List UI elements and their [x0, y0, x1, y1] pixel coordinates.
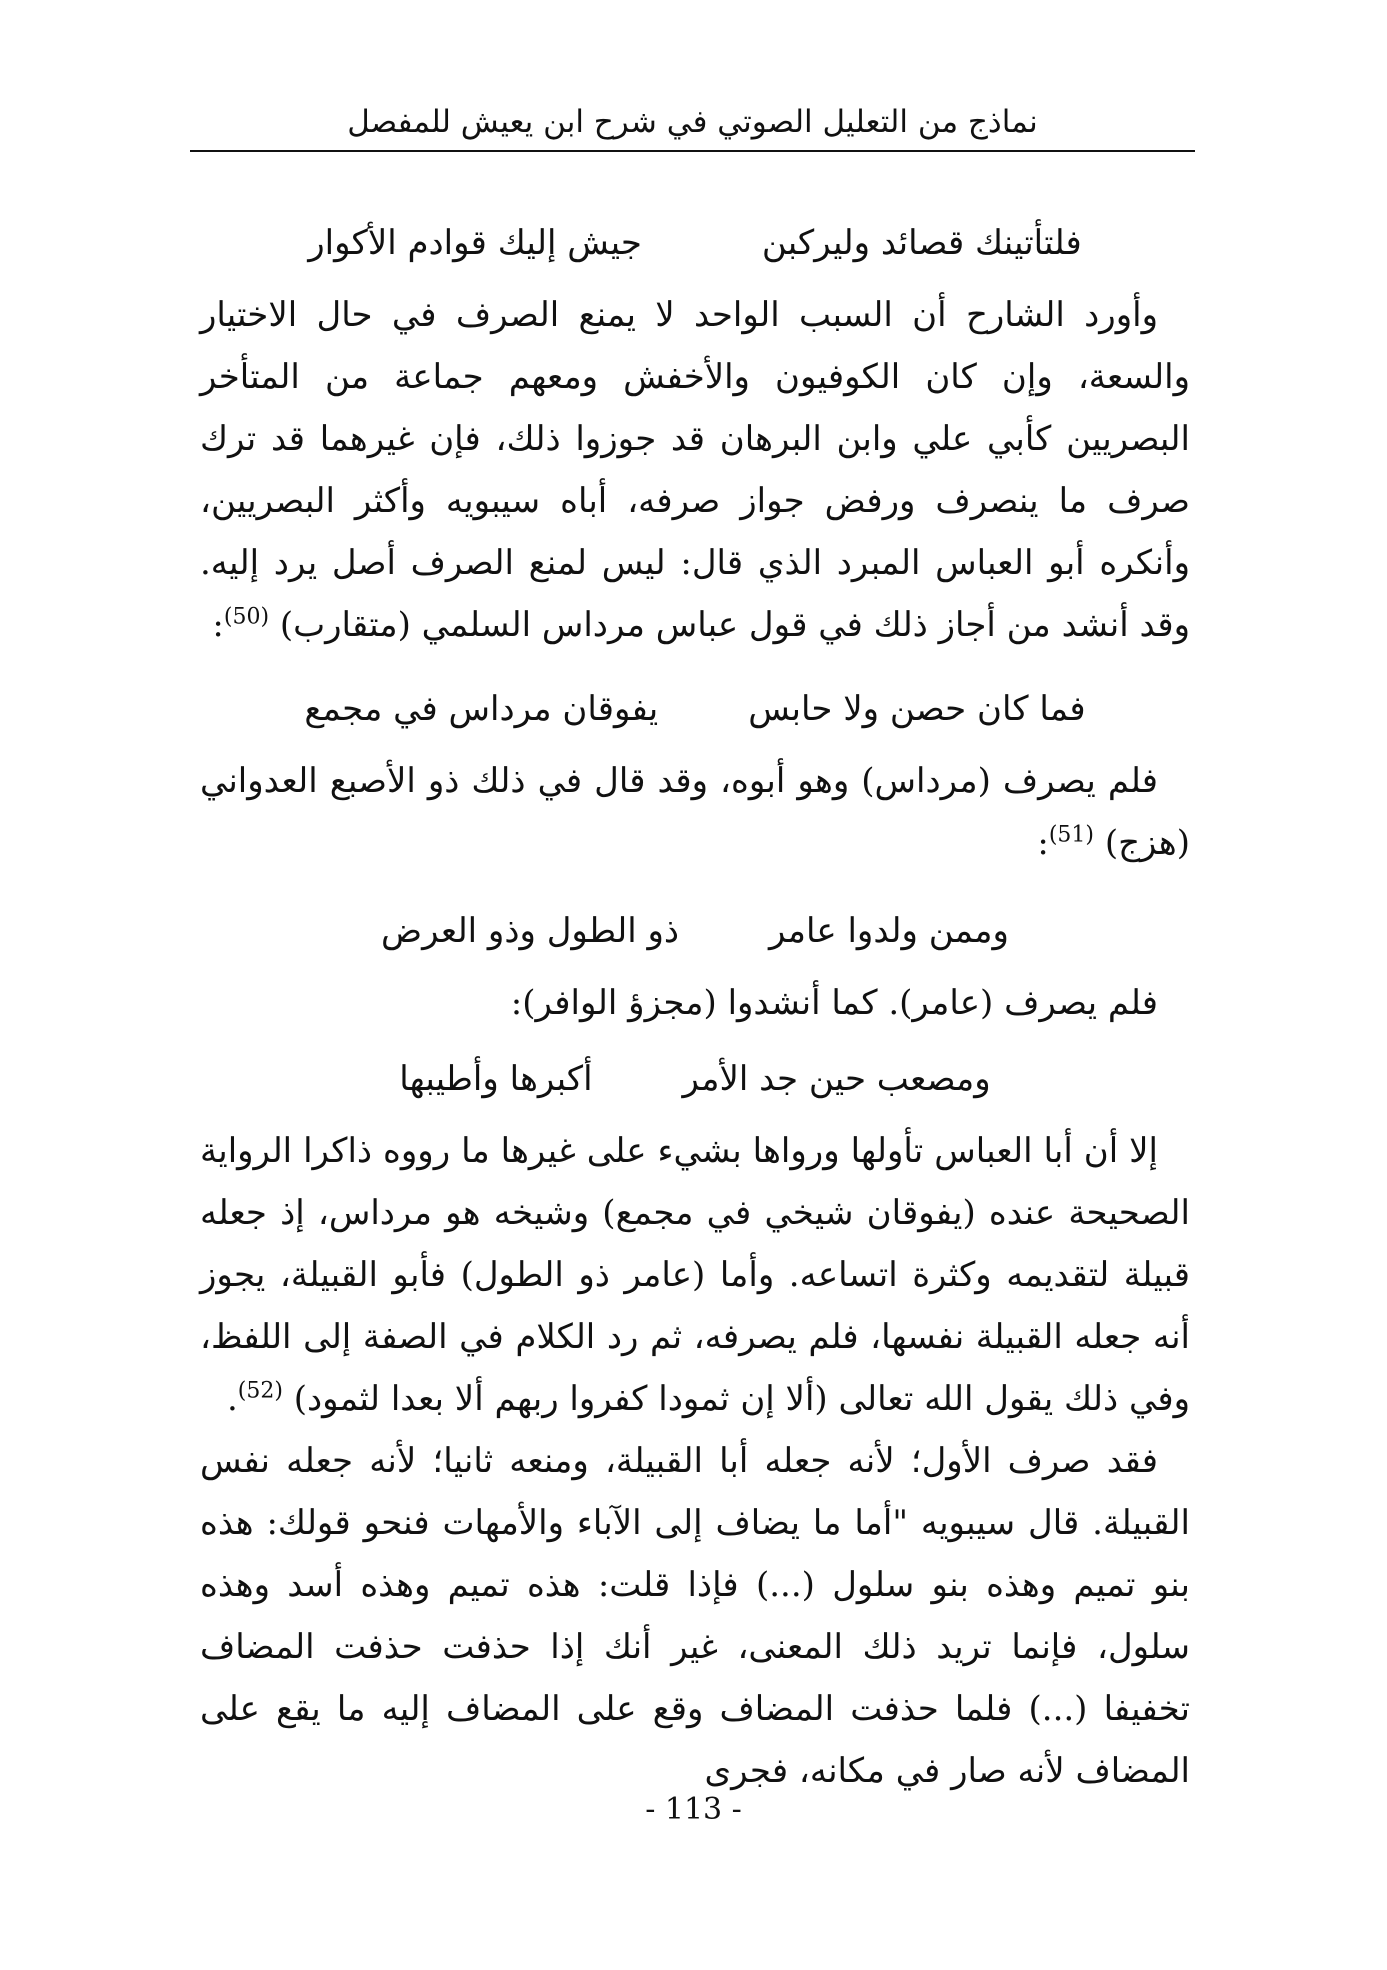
paragraph-1	[200, 284, 1190, 656]
paragraph-1-end: :	[212, 605, 224, 645]
running-header-title: نماذج من التعليل الصوتي في شرح ابن يعيش للمفصل	[347, 104, 1038, 140]
paragraph-2-text: فلم يصرف (مرداس) وهو أبوه، وقد قال في ذلك ذو الأصبع العدواني (هزج)	[200, 761, 1190, 863]
footnote-ref-52: (52)	[237, 1378, 283, 1404]
verse-4-hemistich-1: ومصعب حين جد الأمر	[682, 1059, 991, 1099]
page-number: - 113 -	[645, 1792, 742, 1827]
verse-3-hemistich-2: ذو الطول وذو العرض	[381, 911, 680, 951]
footnote-ref-51: (51)	[1048, 822, 1095, 848]
verse-2	[200, 678, 1190, 740]
paragraph-3: فلم يصرف (عامر). كما أنشدوا (مجزؤ الوافر):	[510, 983, 1158, 1023]
footnote-ref-50: (50)	[223, 604, 270, 630]
verse-1-hemistich-2: جيش إليك قوادم الأكوار	[308, 223, 642, 263]
paragraph-5: فقد صرف الأول؛ لأنه جعله أبا القبيلة، ومنعه ثانيا؛ لأنه جعله نفس القبيلة. قال سيبويه "أما ما يضاف إلى الآباء والأمهات فنحو قولك: هذه بنو تميم وهذه بنو سلول (...) فإذا قلت: هذه تميم وهذه أسد وهذه سلول، فإنما تريد ذلك المعنى، غير أنك إذا حذفت حذفت المضاف تخفيفا (...) فلما حذفت المضاف وقع على المضاف إليه ما يقع على المضاف لأنه صار في مكانه، فجرى	[200, 1441, 1190, 1791]
verse-3-hemistich-1: وممن ولدوا عامر	[769, 911, 1009, 951]
paragraph-4-end: .	[226, 1379, 238, 1419]
verse-1-hemistich-1: فلتأتينك قصائد وليركبن	[761, 223, 1082, 263]
header-rule	[190, 150, 1195, 152]
paragraph-4-text: إلا أن أبا العباس تأولها ورواها بشيء على غيرها ما رووه ذاكرا الرواية الصحيحة عنده (يفوقان شيخي في مجمع) وشيخه هو مرداس، إذ جعله قبيلة لتقديمه وكثرة اتساعه. وأما (عامر ذو الطول) فأبو القبيلة، يجوز أنه جعله القبيلة نفسها، فلم يصرفه، ثم رد الكلام في الصفة إلى اللفظ، وفي ذلك يقول الله تعالى (ألا إن ثمودا كفروا ربهم ألا بعدا لثمود)	[200, 1131, 1190, 1419]
verse-4	[200, 1048, 1190, 1110]
verse-2-hemistich-2: يفوقان مرداس في مجمع	[304, 689, 659, 729]
verse-3	[200, 900, 1190, 962]
verse-2-hemistich-1: فما كان حصن ولا حابس	[748, 689, 1086, 729]
paragraph-4	[200, 1120, 1190, 1430]
verse-4-hemistich-2: أكبرها وأطيبها	[399, 1059, 593, 1099]
paragraph-2	[200, 750, 1190, 874]
verse-1	[200, 212, 1190, 274]
paragraph-2-end: :	[1037, 823, 1049, 863]
main-text	[200, 196, 1190, 1802]
paragraph-1-text: وأورد الشارح أن السبب الواحد لا يمنع الصرف في حال الاختيار والسعة، وإن كان الكوفيون والأخفش ومعهم جماعة من المتأخر البصريين كأبي علي وابن البرهان قد جوزوا ذلك، فإن غيرهما قد ترك صرف ما ينصرف ورفض جواز صرفه، أباه سيبويه وأكثر البصريين، وأنكره أبو العباس المبرد الذي قال: ليس لمنع الصرف أصل يرد إليه. وقد أنشد من أجاز ذلك في قول عباس مرداس السلمي (متقارب)	[200, 295, 1190, 645]
